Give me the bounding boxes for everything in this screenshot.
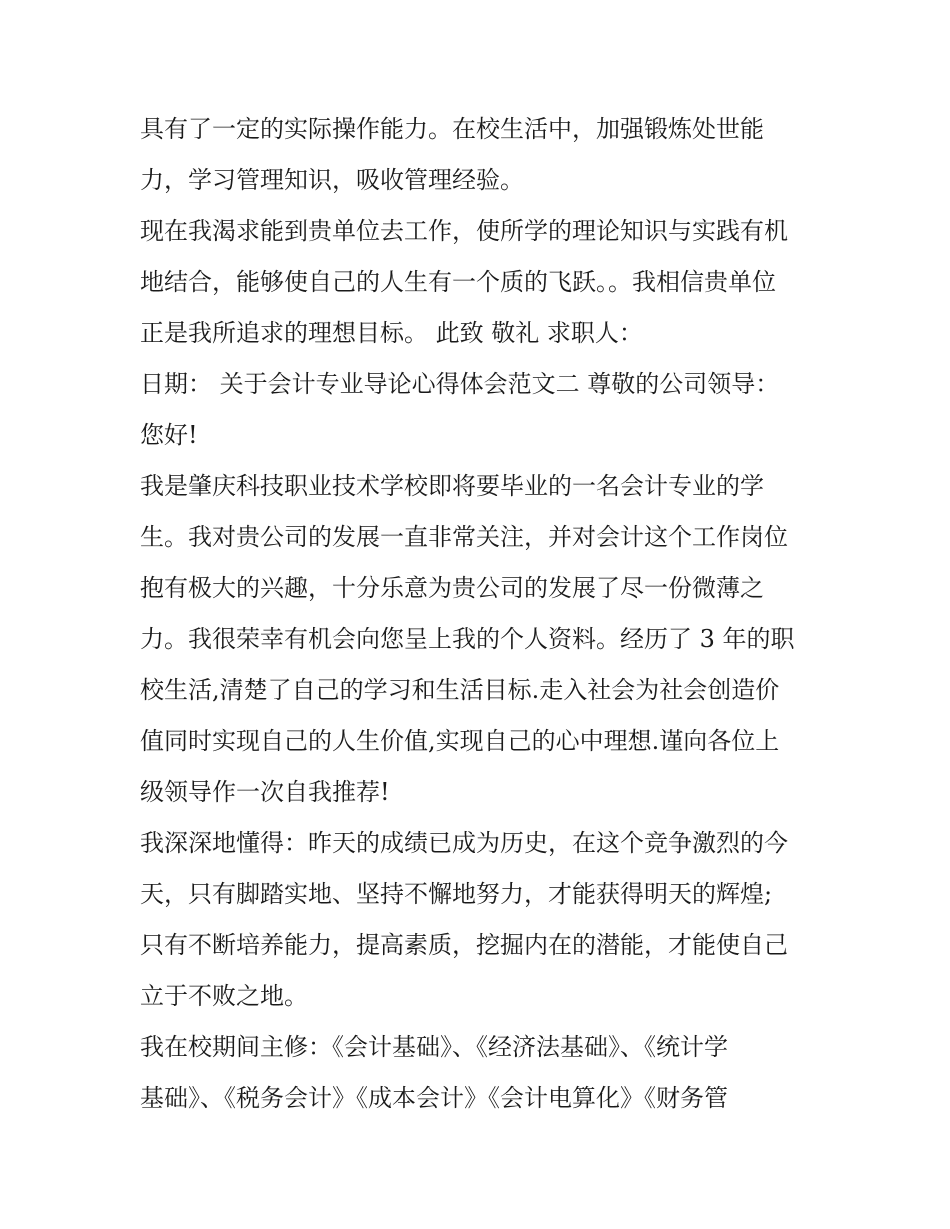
text-line: 天，只有脚踏实地、坚持不懈地努力，才能获得明天的辉煌; <box>140 880 773 908</box>
text-line: 生。我对贵公司的发展一直非常关注，并对会计这个工作岗位 <box>140 523 788 551</box>
text-line: 现在我渴求能到贵单位去工作，使所学的理论知识与实践有机 <box>140 217 788 245</box>
text-line: 日期： 关于会计专业导论心得体会范文二 尊敬的公司领导： <box>140 370 780 398</box>
text-line: 级领导作一次自我推荐! <box>140 778 390 806</box>
document-body <box>140 104 820 1124</box>
text-line: 具有了一定的实际操作能力。在校生活中，加强锻炼处世能 <box>140 115 764 143</box>
text-line: 您好! <box>140 421 198 449</box>
text-line: 校生活,清楚了自己的学习和生活目标.走入社会为社会创造价 <box>140 676 780 704</box>
text-line: 地结合，能够使自己的人生有一个质的飞跃。。我相信贵单位 <box>140 268 776 296</box>
text-line: 基础》、《税务会计》《成本会计》《会计电算化》《财务管 <box>140 1084 728 1112</box>
text-line: 只有不断培养能力，提高素质，挖掘内在的潜能，才能使自己 <box>140 931 788 959</box>
text-line: 我深深地懂得：昨天的成绩已成为历史，在这个竞争激烈的今 <box>140 829 788 857</box>
text-line: 我是肇庆科技职业技术学校即将要毕业的一名会计专业的学 <box>140 472 764 500</box>
text-line: 力。我很荣幸有机会向您呈上我的个人资料。经历了 3 年的职 <box>140 625 795 653</box>
text-line: 我在校期间主修：《会计基础》、《经济法基础》、《统计学 <box>140 1033 728 1061</box>
text-line: 值同时实现自己的人生价值,实现自己的心中理想.谨向各位上 <box>140 727 780 755</box>
text-line: 正是我所追求的理想目标。 此致 敬礼 求职人： <box>140 319 643 347</box>
text-line: 立于不败之地。 <box>140 982 308 1010</box>
text-line: 抱有极大的兴趣，十分乐意为贵公司的发展了尽一份微薄之 <box>140 574 764 602</box>
text-line: 力，学习管理知识，吸收管理经验。 <box>140 166 524 194</box>
